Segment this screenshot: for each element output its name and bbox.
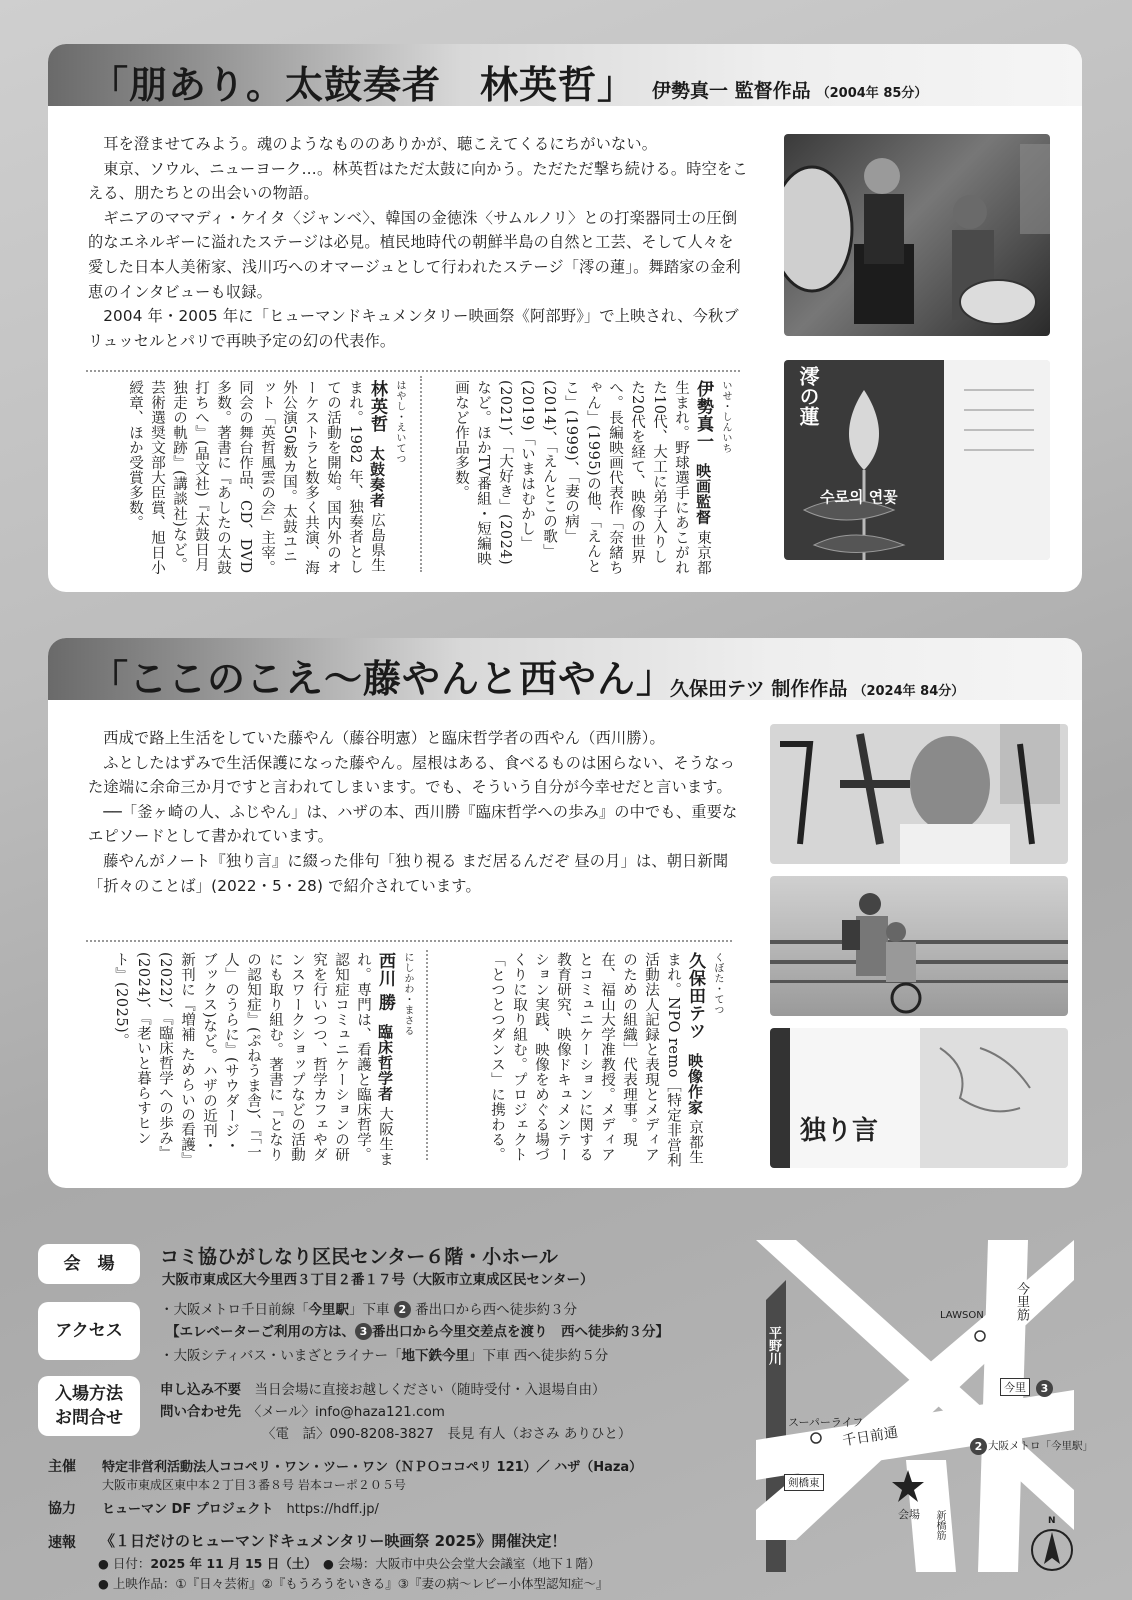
philosopher-bio-text: 大阪生まれ。専門は、看護と臨床哲学。認知症コミュニケーションの研究を行いつつ、哲学カフェやダンスワークショップなどの活動にも取り組む。著書に『となりの認知症』(ぷねうま舎)、『「一人」のうらに』(サウダージ・ブックス)など。ハザの近刊・新刊に『増補 ためらいの看護』(2022)、『臨床哲学への歩み』(2024)、『老いと暮らすヒント』(2025)。 [113,952,393,1168]
contact-person: 長見 有人（おさみ ありひと） [447,1426,632,1442]
poster-hangul: 수로의 연꽃 [820,488,898,506]
exit-2-icon: 2 [394,1301,411,1318]
map-shinbashi-label: 新橋筋 [934,1510,945,1540]
cooperation-url[interactable]: https://hdff.jp/ [286,1502,379,1517]
film1-bio-director [446,380,736,576]
entry-no-reserve: 申し込み不要 [160,1382,241,1398]
entry-label-1: 入場方法 [55,1384,123,1404]
entry-line1 [160,1378,606,1398]
mail-address[interactable]: info@haza121.com [314,1404,445,1420]
director-name-ruby: いせ・しんいち [720,380,731,454]
film1-photo-drummers [784,134,1050,336]
philosopher-role: 臨床哲学者 [376,1024,394,1102]
drummers-illustration [784,134,1050,336]
map-venue-label: 会場 [898,1508,920,1521]
map-exit2-icon: 2 [970,1436,987,1455]
access-line1 [160,1298,577,1318]
entry-label-2: お問合せ [55,1408,123,1428]
director-bio-text: 東京都生まれ。野球選手にあこがれた10代、大工に弟子入りした20代を経て、映像の世界へ。長編映画代表作「奈緒ちゃん」(1995)の他、「えんとこ」(1999)、「妻の病」(2014)、「えんとこの歌」(2019)「いまはむかし」(2021)、「大好き」(2024)など。ほかTV番組・短編映画など作品多数。 [453,380,711,576]
cooperation-label: 協力 [48,1501,76,1517]
cooperation-line [102,1498,379,1517]
maker-role: 映像作家 [686,1052,704,1115]
news-date-label: ● 日付： [98,1556,151,1571]
film1-divider-vertical [420,376,422,572]
access-station: 今里駅 [308,1302,349,1318]
organizer-name: 特定非営利活動法人ココペリ・ワン・ツー・ワン（ＮＰＯココペリ 121）／ ハザ（Haza） [102,1460,643,1475]
map-exit3-icon: 3 [1036,1378,1053,1397]
access-line1-mid: 」下車 [349,1302,390,1318]
film2-photo-notebook [770,1028,1068,1168]
film2-meta: （2024年 84分） [853,684,965,699]
performer-role: 太鼓奏者 [368,445,386,508]
access-label: アクセス [38,1302,140,1360]
performer-bio-text: 広島県生まれ。1982 年、独奏者としての活動を開始。国内外のオーケストラと数多く共演、海外公演50数カ国。太鼓ユニット「英哲風雲の会」主宰。同会の舞台作品、CD、DVD多数。著書に『あしたの太鼓打ちへ』(晶文社)『太鼓日月独走の軌跡』(講談社)など。芸術選奨文部大臣賞、旭日小綬章、ほか受賞多数。 [127,380,385,575]
film1-bio-performer [90,380,410,576]
exit-3-icon: 3 [355,1323,372,1340]
film1-intro-p3: ギニアのママディ・ケイタ〈ジャンベ〉、韓国の金徳洙〈サムルノリ〉との打楽器同士の圧倒的なエネルギーに溢れたステージは必見。植民地時代の朝鮮半島の自然と工芸、そして人々を愛した日本人美術家、浅川巧へのオマージュとして行われたステージ「澪の蓮」。舞踏家の金利恵のインタビューも収録。 [88,208,741,301]
film2-title: 「ここのこえ〜藤やんと西やん」 [90,657,676,701]
film1-director-credit: 伊勢真一 監督作品 [652,80,811,102]
mail-label: 〈メール〉 [254,1404,315,1420]
map-north-label: N [1048,1516,1056,1526]
entry-label [38,1376,140,1436]
film2-intro [88,726,738,898]
elder-smiling-illustration [770,724,1068,864]
film2-intro-p1: 西成で路上生活をしていた藤やん（藤谷明憲）と臨床哲学者の西やん（西川勝）。 [103,729,665,747]
map-tsurugibashi-label: 剣橋東 [784,1474,824,1491]
film2-photo-elder [770,724,1068,864]
maker-name: 久保田テツ [685,952,705,1040]
film1-photo-poster [784,360,1050,560]
tel-label: 〈電 話〉 [262,1426,330,1442]
maker-bio-text: 京都生まれ。NPO remo［特定非営利活動法人記録と表現とメディアのための組織］代表理事。現在、福山大学准教授。メディアとコミュニケーションに関する教育研究、映像ドキュメンテーション実践、映像をめぐる場づくりに取り組む。プロジェクト「とつとつダンス」に携わる。 [489,952,703,1168]
access-line3-post: 」下車 西へ徒歩約５分 [469,1348,609,1364]
venue-label: 会 場 [38,1244,140,1284]
maker-name-ruby: くぼた・てつ [712,952,723,1015]
map-imazato-street-label: 今里筋 [1014,1282,1029,1321]
film2-divider [86,940,732,942]
performer-name-ruby: はやし・えいてつ [394,380,405,464]
access-line2-pre: 【エレベーターご利用の方は、 [166,1324,355,1340]
poster-title: 澪の蓮 [796,366,820,426]
film1-credit [652,76,927,103]
notebook-word: 独り言 [800,1116,879,1146]
venue-address: 大阪市東成区大今里西３丁目２番１７号（大阪市立東成区民センター） [162,1272,594,1288]
access-line2-post: 番出口から今里交差点を渡り 西へ徒歩約３分】 [372,1324,669,1340]
film1-divider [86,370,740,372]
notebook-illustration [770,1028,1068,1168]
film1-title: 「朋あり。太鼓奏者 林英哲」 [90,63,637,107]
film2-intro-p4: 藤やんがノート『独り言』に綴った俳句「独り視る まだ居るんだぞ 昼の月」は、朝日新聞「折々のことば」(2022・5・28) で紹介されています。 [88,851,729,895]
access-line3-pre: ・大阪シティバス・いまざとライナー「 [160,1348,402,1364]
lotus-poster-illustration [784,360,1050,560]
film2-maker-credit: 久保田テツ 制作作品 [670,678,848,700]
venue-name: コミ協ひがしなり区民センター６階・小ホール [160,1246,558,1268]
film1-meta: （2004年 85分） [816,86,928,101]
access-map [756,1240,1093,1572]
film2-intro-p2: ふとしたはずみで生活保護になった藤やん。屋根はある、食べるものは困らない、そうなった途端に余命三か月ですと言われてしまいます。でも、そういう自分が今幸せだと言います。 [88,753,735,797]
news-line2 [98,1554,600,1572]
film1-intro [88,132,748,353]
film2-photo-walk [770,876,1068,1016]
film2-card [48,638,1082,1188]
film2-bio-philosopher [88,952,418,1168]
director-name: 伊勢真一 [693,380,713,450]
entry-no-reserve-note: 当日会場に直接お越しください（随時受付・入退場自由） [254,1382,606,1398]
performer-name: 林英哲 [367,380,387,433]
news-headline: 《１日だけのヒューマンドキュメンタリー映画祭 2025》開催決定！ [100,1532,567,1550]
organizer-address: 大阪市東成区東中本２丁目３番８号 岩本コーポ２０５号 [102,1478,406,1492]
film2-credit [670,674,964,701]
access-line3 [160,1344,608,1364]
wheelchair-walk-illustration [770,876,1068,1016]
film1-intro-p1: 耳を澄ませてみよう。魂のようなもののありかが、聴こえてくるにちがいない。 [103,135,658,153]
film2-bio-maker [446,952,728,1168]
philosopher-name-ruby: にしかわ・まさる [402,952,413,1036]
map-river-label: 平野川 [766,1326,781,1365]
news-label: 速報 [48,1535,76,1551]
entry-line2 [160,1400,445,1420]
film2-divider-vertical [426,950,428,1160]
access-bus-stop: 地下鉄今里 [401,1348,470,1364]
film1-card [48,44,1082,592]
film1-intro-p4: 2004 年・2005 年に「ヒューマンドキュメンタリー映画祭《阿部野》」で上映され、今秋ブリュッセルとパリで再映予定の幻の代表作。 [88,307,739,350]
film1-intro-p2: 東京、ソウル、ニューヨーク…。林英哲はただ太鼓に向かう。ただただ撃ち続ける。時空をこえる、朋たちとの出会いの物語。 [88,159,748,203]
organizer-label: 主催 [48,1459,76,1475]
philosopher-name: 西川 勝 [375,952,395,1011]
news-date: 2025 年 11 月 15 日（土） [150,1556,311,1571]
map-imazato-crossing: 今里 [1000,1378,1030,1396]
access-line1-pre: ・大阪メトロ千日前線「 [160,1302,309,1318]
entry-line3 [262,1422,631,1442]
map-station-label: 大阪メトロ「今里駅」 [988,1440,1093,1452]
tel-number[interactable]: 090-8208-3827 [329,1426,434,1442]
director-role: 映画監督 [694,463,712,526]
access-line2 [166,1320,669,1340]
access-line1-post: 番出口から西へ徒歩約３分 [415,1302,578,1318]
map-supermarket-label: スーパーライフ [788,1416,864,1429]
film2-intro-p3: ──「釜ヶ崎の人、ふじやん」は、ハザの本、西川勝『臨床哲学への歩み』の中でも、重要なエピソードとして書かれています。 [88,802,738,846]
contact-label: 問い合わせ先 [160,1404,241,1420]
cooperation-name: ヒューマン DF プロジェクト [102,1502,274,1517]
news-place: ● 会場：大阪市中央公会堂大会議室（地下１階） [323,1556,601,1571]
map-sennichimae-label: 千日前通 [841,1424,900,1450]
map-lawson-label: LAWSON [940,1310,984,1321]
news-films: ● 上映作品：①『日々芸術』②『もうろうをいきる』③『妻の病〜レビー小体型認知症〜』 [98,1576,609,1591]
